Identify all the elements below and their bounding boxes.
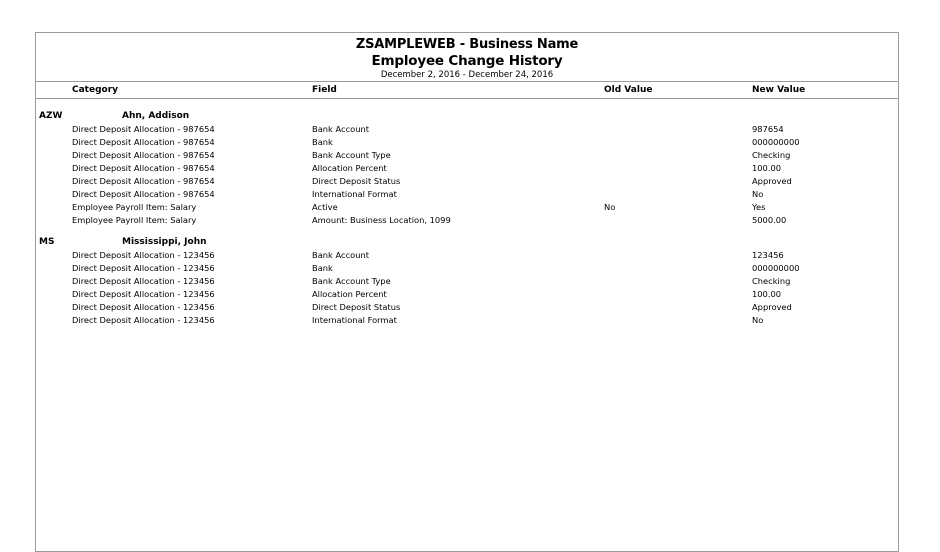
row-new-value: 000000000 [752,263,800,273]
row-field: Direct Deposit Status [312,176,401,186]
row-new-value: 000000000 [752,137,800,147]
row-field: International Format [312,189,397,199]
row-field: Bank Account [312,124,369,134]
row-field: Active [312,202,338,212]
row-new-value: 987654 [752,124,784,134]
row-new-value: Checking [752,276,791,286]
company-name: ZSAMPLEWEB - Business Name [355,37,579,52]
row-category: Direct Deposit Allocation - 987654 [72,176,215,186]
row-category: Direct Deposit Allocation - 123456 [72,276,215,286]
row-field: Bank [312,137,333,147]
row-category: Direct Deposit Allocation - 123456 [72,250,215,260]
employee-name: Ahn, Addison [122,111,190,121]
row-new-value: 5000.00 [752,215,787,225]
report-date-range: December 2, 2016 - December 24, 2016 [380,70,554,80]
row-category: Direct Deposit Allocation - 987654 [72,189,215,199]
column-header-field: Field [312,85,337,95]
row-new-value: Checking [752,150,791,160]
row-category: Direct Deposit Allocation - 123456 [72,302,215,312]
row-category: Direct Deposit Allocation - 987654 [72,124,215,134]
row-field: Bank Account [312,250,369,260]
column-header-old-value: Old Value [604,85,653,95]
employee-code: MS [39,237,55,247]
row-category: Direct Deposit Allocation - 987654 [72,137,215,147]
row-new-value: No [752,189,764,199]
row-field: Direct Deposit Status [312,302,401,312]
column-header-divider [36,98,898,99]
row-new-value: Approved [752,176,792,186]
row-category: Direct Deposit Allocation - 123456 [72,289,215,299]
row-field: Allocation Percent [312,289,387,299]
row-old-value: No [604,202,616,212]
row-category: Direct Deposit Allocation - 123456 [72,315,215,325]
row-new-value: 100.00 [752,289,782,299]
row-new-value: 123456 [752,250,784,260]
row-new-value: 100.00 [752,163,782,173]
row-category: Employee Payroll Item: Salary [72,215,197,225]
row-field: Amount: Business Location, 1099 [312,215,451,225]
row-category: Direct Deposit Allocation - 987654 [72,150,215,160]
row-category: Direct Deposit Allocation - 987654 [72,163,215,173]
report-title: Employee Change History [371,53,563,69]
row-new-value: Approved [752,302,792,312]
row-category: Direct Deposit Allocation - 123456 [72,263,215,273]
row-new-value: No [752,315,764,325]
row-field: Bank Account Type [312,150,391,160]
header-divider [36,81,898,82]
row-new-value: Yes [752,202,766,212]
column-header-category: Category [72,85,119,95]
row-category: Employee Payroll Item: Salary [72,202,197,212]
employee-name: Mississippi, John [122,237,207,247]
report-page [35,32,899,552]
employee-code: AZW [39,111,63,121]
row-field: Bank [312,263,333,273]
row-field: International Format [312,315,397,325]
column-header-new-value: New Value [752,85,806,95]
row-field: Bank Account Type [312,276,391,286]
row-field: Allocation Percent [312,163,387,173]
